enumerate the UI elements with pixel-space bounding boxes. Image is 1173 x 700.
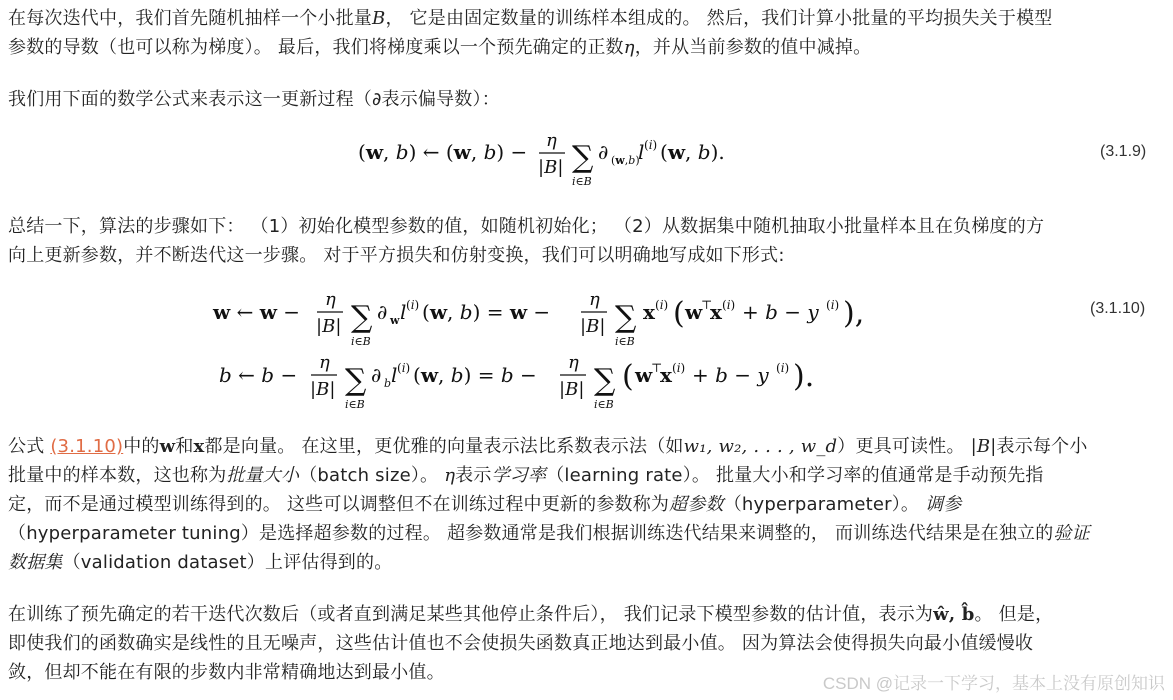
- batch-symbol: B: [372, 8, 386, 29]
- term-validation: 验证: [1053, 523, 1090, 544]
- paragraph-4: 公式 (3.1.10)中的w和x都是向量。 在这里，更优雅的向量表示法比系数表示法（如w₁, w₂, . . . , w_d）更具可读性。 |B|表示每个小 批量中的样本数，这也称为批量大小（batch size）。 η表示学习率（learning rate）。 批量大小和学习率的值通常是手动预先指 定，而不是通过模型训练得到的。 这些可以调整但不在训练过程中更新的参数称为超参数（hyperparameter）。 调参 （hyperparameter tuning）是选择超参数的过程。 超参数通常是我们根据训练迭代结果来调整的， 而训练迭代结果是在独立的验证 数据集（validation dataset）上评估得到的。: [8, 436, 1090, 573]
- svg-text:η: η: [589, 289, 600, 310]
- svg-text:b: b: [384, 377, 392, 390]
- svg-text:(: (: [673, 296, 685, 331]
- svg-text:i∈B: i∈B: [615, 335, 635, 348]
- svg-text:|B|: |B|: [538, 157, 564, 178]
- equation-3-1-10: [205, 285, 905, 415]
- svg-text:(w, b) = b −: (w, b) = b −: [413, 363, 537, 387]
- term-hyperparameter: 超参数: [669, 494, 724, 515]
- svg-text:(i): (i): [644, 138, 658, 152]
- svg-text:(w, b) ← (w, b) −: (w, b) ← (w, b) −: [358, 140, 528, 164]
- svg-text:η: η: [325, 289, 336, 310]
- term-batch-size: 批量大小: [226, 465, 300, 486]
- svg-text:(w, b) = w −: (w, b) = w −: [422, 300, 551, 324]
- svg-text:i∈B: i∈B: [345, 398, 365, 411]
- svg-text:x: x: [660, 363, 672, 387]
- svg-text:b ← b −: b ← b −: [219, 363, 298, 387]
- svg-text:∑: ∑: [572, 140, 594, 175]
- svg-text:x: x: [643, 300, 655, 324]
- term-dataset: 数据集: [8, 552, 63, 573]
- svg-text:w: w: [685, 300, 703, 324]
- svg-text:i∈B: i∈B: [572, 175, 592, 188]
- term-tuning: 调参: [925, 494, 962, 515]
- paragraph-3: 总结一下，算法的步骤如下： （1）初始化模型参数的值，如随机初始化； （2）从数据集中随机抽取小批量样本且在负梯度的方 向上更新参数，并不断迭代这一步骤。 对于平方损失和仿射变换，我们可以明确地写成如下形式:: [8, 216, 1045, 266]
- svg-text:(w,b): (w,b): [611, 154, 640, 167]
- svg-text:(i): (i): [397, 361, 411, 375]
- svg-text:∂: ∂: [371, 363, 382, 387]
- svg-text:∑: ∑: [345, 363, 367, 398]
- svg-text:l: l: [400, 300, 407, 324]
- svg-text:|B|: |B|: [316, 316, 342, 337]
- svg-text:l: l: [391, 363, 398, 387]
- paragraph-1: 在每次迭代中，我们首先随机抽样一个小批量B， 它是由固定数量的训练样本组成的。 然后，我们计算小批量的平均损失关于模型 参数的导数（也可以称为梯度）。 最后，我们将梯度乘以一个预先确定的正数η，并从当前参数的值中减掉。: [8, 8, 1053, 58]
- svg-text:+ b − y: + b − y: [742, 300, 819, 324]
- svg-text:).: ).: [793, 359, 815, 394]
- svg-text:),: ),: [843, 296, 865, 331]
- svg-text:i∈B: i∈B: [351, 335, 371, 348]
- svg-text:i∈B: i∈B: [594, 398, 614, 411]
- equation-number-3-1-10: (3.1.10): [1090, 300, 1146, 317]
- svg-text:(i): (i): [672, 361, 686, 375]
- svg-text:∑: ∑: [594, 363, 616, 398]
- svg-text:l: l: [638, 140, 645, 164]
- svg-text:∑: ∑: [351, 300, 373, 335]
- svg-text:η: η: [546, 130, 557, 151]
- svg-text:w: w: [390, 314, 400, 327]
- equation-reference-link[interactable]: (3.1.10): [50, 436, 124, 457]
- svg-text:(i): (i): [722, 298, 736, 312]
- csdn-watermark: CSDN @记录一下学习，基本上没有原创知识: [822, 674, 1165, 693]
- svg-text:(i): (i): [826, 298, 840, 312]
- svg-text:(: (: [622, 359, 634, 394]
- svg-text:|B|: |B|: [559, 379, 585, 400]
- svg-text:⊤: ⊤: [651, 361, 663, 375]
- svg-text:⊤: ⊤: [701, 298, 713, 312]
- svg-text:η: η: [319, 352, 330, 373]
- equation-number-3-1-9: (3.1.9): [1100, 143, 1147, 160]
- svg-text:(i): (i): [776, 361, 790, 375]
- svg-text:+ b − y: + b − y: [692, 363, 769, 387]
- svg-text:w: w: [635, 363, 653, 387]
- term-learning-rate: 学习率: [491, 465, 547, 486]
- svg-text:η: η: [568, 352, 579, 373]
- svg-text:w ← w −: w ← w −: [213, 300, 301, 324]
- paragraph-2: 我们用下面的数学公式来表示这一更新过程（∂表示偏导数）：: [8, 89, 500, 110]
- svg-text:∂: ∂: [598, 140, 609, 164]
- eta-symbol: η: [623, 37, 635, 58]
- svg-text:|B|: |B|: [310, 379, 336, 400]
- equation-3-1-9: [340, 125, 780, 195]
- svg-text:(i): (i): [406, 298, 420, 312]
- svg-text:∂: ∂: [377, 300, 388, 324]
- svg-text:∑: ∑: [615, 300, 637, 335]
- svg-text:(w, b).: (w, b).: [660, 140, 725, 164]
- svg-text:x: x: [710, 300, 722, 324]
- paragraph-5: 在训练了预先确定的若干迭代次数后（或者直到满足某些其他停止条件后）， 我们记录下模型参数的估计值，表示为ŵ, b̂。 但是， 即使我们的函数确实是线性的且无噪声，这些估计值也不会使损失函数真正地达到最小值。 因为算法会使得损失向最小值缓慢收 敛，但却不能在有限的步数内非常精确地达到最小值。: [8, 604, 1054, 683]
- svg-text:|B|: |B|: [580, 316, 606, 337]
- svg-text:(i): (i): [655, 298, 669, 312]
